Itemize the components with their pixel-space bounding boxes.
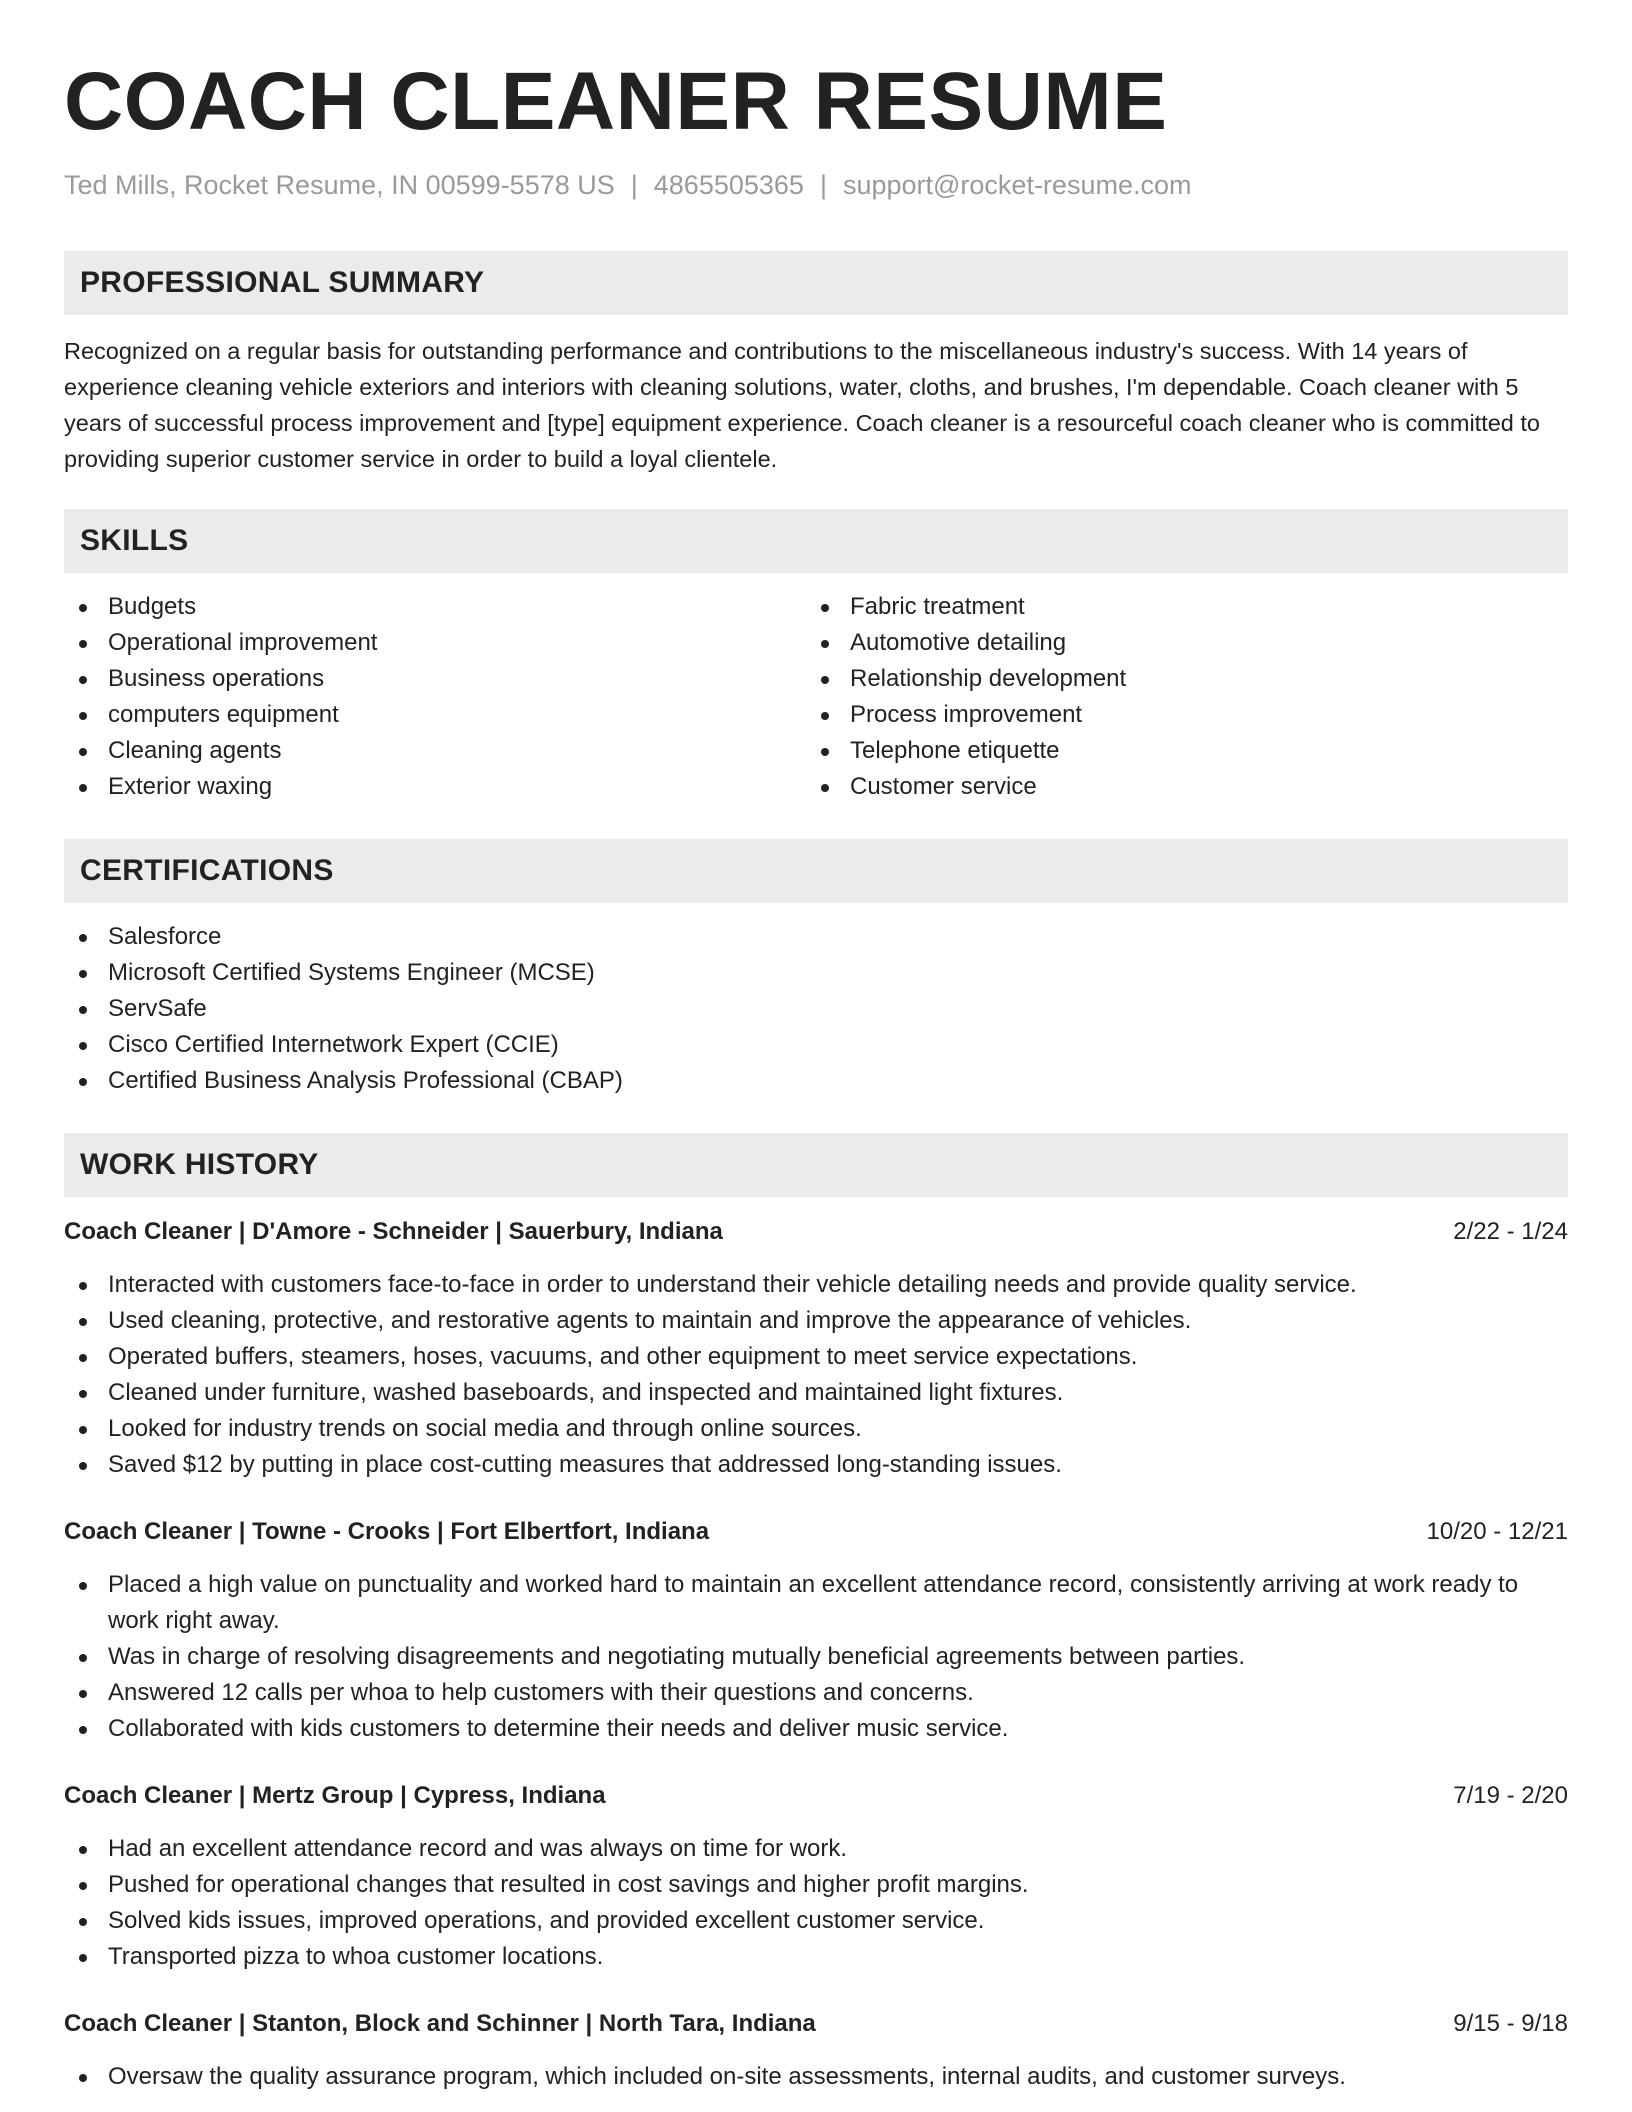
job-bullet: Operated buffers, steamers, hoses, vacuums, and other equipment to meet service expectations. bbox=[64, 1339, 1568, 1375]
job-header bbox=[64, 2007, 1568, 2041]
skills-column-left bbox=[64, 589, 806, 805]
job-bullet: Answered 12 calls per whoa to help customers with their questions and concerns. bbox=[64, 1675, 1568, 1711]
section-header-certifications: CERTIFICATIONS bbox=[64, 839, 1568, 903]
job-bullet: Had an excellent attendance record and was always on time for work. bbox=[64, 1831, 1568, 1867]
skill-item: Relationship development bbox=[806, 661, 1548, 697]
certification-item: Microsoft Certified Systems Engineer (MCSE) bbox=[64, 955, 1568, 991]
job-title: Coach Cleaner | Stanton, Block and Schinner | North Tara, Indiana bbox=[64, 2010, 816, 2037]
job-bullet: Pushed for operational changes that resulted in cost savings and higher profit margins. bbox=[64, 1867, 1568, 1903]
job-bullet: Transported pizza to whoa customer locations. bbox=[64, 1939, 1568, 1975]
job-bullet: Oversaw the quality assurance program, which included on-site assessments, internal audits, and customer surveys. bbox=[64, 2059, 1568, 2095]
job-dates: 7/19 - 2/20 bbox=[1453, 1782, 1568, 1809]
skill-item: Process improvement bbox=[806, 697, 1548, 733]
section-header-work-history: WORK HISTORY bbox=[64, 1133, 1568, 1197]
certification-item: Certified Business Analysis Professional (CBAP) bbox=[64, 1063, 1568, 1099]
job-header bbox=[64, 1779, 1568, 1813]
job-bullet: Collaborated with kids customers to determine their needs and deliver music service. bbox=[64, 1711, 1568, 1747]
job-title: Coach Cleaner | Towne - Crooks | Fort Elbertfort, Indiana bbox=[64, 1518, 710, 1545]
resume-title: COACH CLEANER RESUME bbox=[64, 56, 1168, 147]
contact-phone: 4865505365 bbox=[653, 170, 804, 200]
job-bullet: Cleaned under furniture, washed baseboards, and inspected and maintained light fixtures. bbox=[64, 1375, 1568, 1411]
contact-separator: | bbox=[819, 170, 827, 200]
contact-separator: | bbox=[630, 170, 638, 200]
job-entry bbox=[64, 1215, 1568, 1483]
job-bullets bbox=[64, 2059, 1568, 2095]
certification-item: Salesforce bbox=[64, 919, 1568, 955]
certification-item: Cisco Certified Internetwork Expert (CCIE) bbox=[64, 1027, 1568, 1063]
skill-item: Exterior waxing bbox=[64, 769, 806, 805]
contact-line bbox=[64, 168, 1568, 202]
resume-page bbox=[64, 0, 1568, 2095]
job-bullets bbox=[64, 1831, 1568, 1975]
job-dates: 10/20 - 12/21 bbox=[1426, 1518, 1568, 1545]
certification-item: ServSafe bbox=[64, 991, 1568, 1027]
job-bullets bbox=[64, 1267, 1568, 1483]
skill-item: Budgets bbox=[64, 589, 806, 625]
job-bullet: Looked for industry trends on social media and through online sources. bbox=[64, 1411, 1568, 1447]
job-bullet: Was in charge of resolving disagreements and negotiating mutually beneficial agreements between parties. bbox=[64, 1639, 1568, 1675]
skills-column-right bbox=[806, 589, 1548, 805]
skill-item: Telephone etiquette bbox=[806, 733, 1548, 769]
skills-list bbox=[64, 589, 1568, 805]
skill-item: Customer service bbox=[806, 769, 1548, 805]
job-bullet: Saved $12 by putting in place cost-cutting measures that addressed long-standing issues. bbox=[64, 1447, 1568, 1483]
section-header-skills: SKILLS bbox=[64, 509, 1568, 573]
skill-item: Operational improvement bbox=[64, 625, 806, 661]
skill-item: computers equipment bbox=[64, 697, 806, 733]
skill-item: Cleaning agents bbox=[64, 733, 806, 769]
skill-item: Automotive detailing bbox=[806, 625, 1548, 661]
skill-item: Business operations bbox=[64, 661, 806, 697]
job-entry bbox=[64, 1779, 1568, 1975]
summary-text: Recognized on a regular basis for outstanding performance and contributions to the miscellaneous industry's success. With 14 years of experience cleaning vehicle exteriors and interiors with cleaning solutions, water, cloths, and brushes, I'm dependable. Coach cleaner with 5 years of successful process improvement and [type] equipment experience. Coach cleaner is a resourceful coach cleaner who is committed to providing superior customer service in order to build a loyal clientele. bbox=[64, 338, 1541, 472]
contact-name-address: Ted Mills, Rocket Resume, IN 00599-5578 US bbox=[64, 170, 615, 200]
certifications-list bbox=[64, 919, 1568, 1099]
job-bullet: Solved kids issues, improved operations, and provided excellent customer service. bbox=[64, 1903, 1568, 1939]
job-entry bbox=[64, 2007, 1568, 2095]
job-bullet: Interacted with customers face-to-face in order to understand their vehicle detailing needs and provide quality service. bbox=[64, 1267, 1568, 1303]
job-dates: 2/22 - 1/24 bbox=[1453, 1218, 1568, 1245]
job-title: Coach Cleaner | D'Amore - Schneider | Sauerbury, Indiana bbox=[64, 1218, 723, 1245]
job-entry bbox=[64, 1515, 1568, 1747]
job-header bbox=[64, 1515, 1568, 1549]
job-dates: 9/15 - 9/18 bbox=[1453, 2010, 1568, 2037]
job-bullet: Used cleaning, protective, and restorative agents to maintain and improve the appearance of vehicles. bbox=[64, 1303, 1568, 1339]
section-header-summary: PROFESSIONAL SUMMARY bbox=[64, 251, 1568, 315]
job-title: Coach Cleaner | Mertz Group | Cypress, Indiana bbox=[64, 1782, 606, 1809]
skill-item: Fabric treatment bbox=[806, 589, 1548, 625]
contact-email[interactable]: support@rocket-resume.com bbox=[842, 170, 1192, 200]
job-bullet: Placed a high value on punctuality and worked hard to maintain an excellent attendance record, consistently arriving at work ready to work right away. bbox=[64, 1567, 1568, 1639]
job-bullets bbox=[64, 1567, 1568, 1747]
job-header bbox=[64, 1215, 1568, 1249]
